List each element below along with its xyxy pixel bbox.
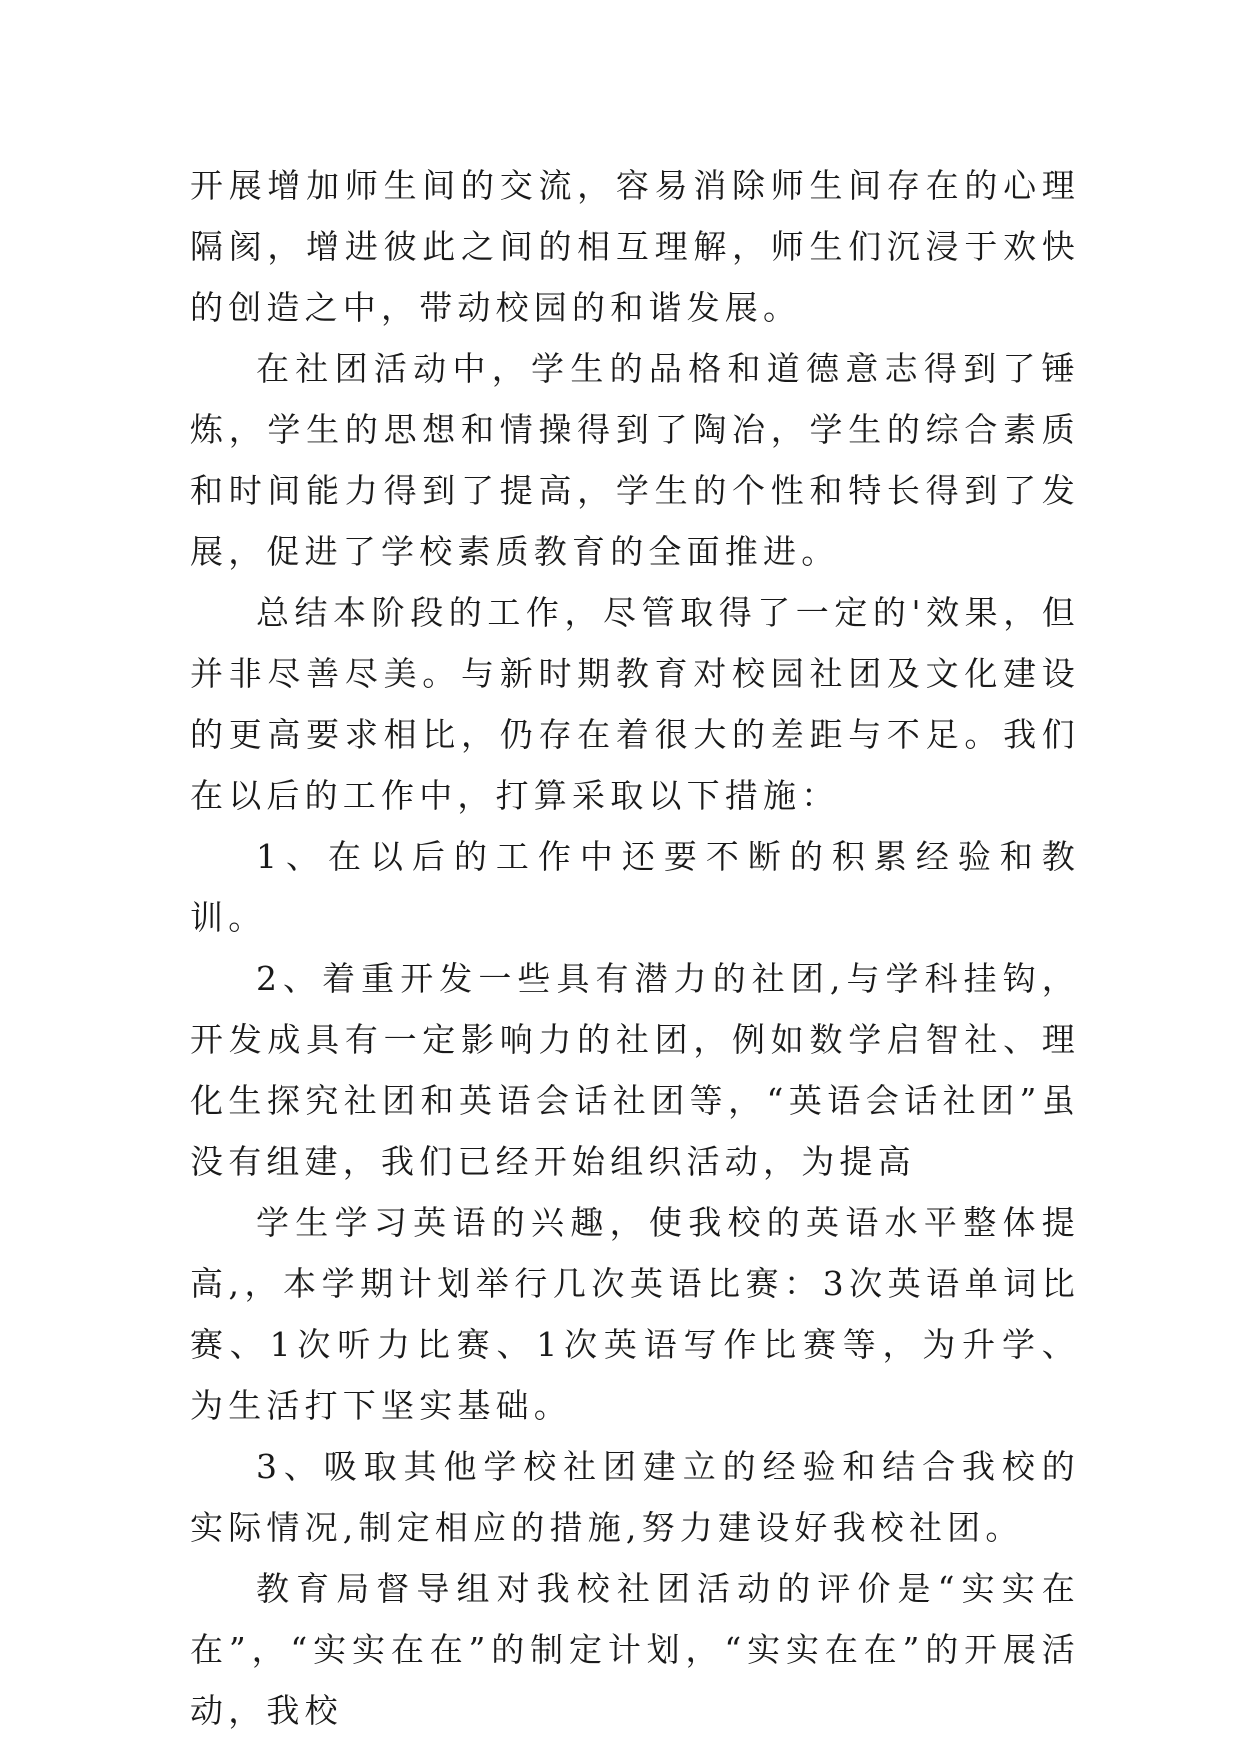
paragraph-summary: 总结本阶段的工作，尽管取得了一定的'效果，但并非尽善尽美。与新时期教育对校园社团及文化建设的更高要求相比，仍存在着很大的差距与不足。我们在以后的工作中，打算采取以下措施： [190, 593, 1080, 815]
paragraph-club-benefits: 在社团活动中，学生的品格和道德意志得到了锤炼，学生的思想和情操得到了陶冶，学生的综合素质和时间能力得到了提高，学生的个性和特长得到了发展，促进了学校素质教育的全面推进。 [190, 349, 1080, 571]
list-item-measure-1: 1、在以后的工作中还要不断的积累经验和教训。 [190, 837, 1080, 937]
paragraph-teacher-student-exchange: 开展增加师生间的交流，容易消除师生间存在的心理隔阂，增进彼此之间的相互理解，师生们沉浸于欢快的创造之中，带动校园的和谐发展。 [190, 166, 1080, 327]
list-item-measure-2: 2、着重开发一些具有潜力的社团,与学科挂钩，开发成具有一定影响力的社团，例如数学启智社、理化生探究社团和英语会话社团等，“英语会话社团”虽没有组建，我们已经开始组织活动，为提高 [190, 959, 1080, 1181]
paragraph-english-interest: 学生学习英语的兴趣，使我校的英语水平整体提高,，本学期计划举行几次英语比赛：3次英语单词比赛、1次听力比赛、1次英语写作比赛等，为升学、为生活打下坚实基础。 [190, 1203, 1080, 1425]
list-item-measure-3: 3、吸取其他学校社团建立的经验和结合我校的实际情况,制定相应的措施,努力建设好我校社团。 [190, 1447, 1080, 1547]
document-body [190, 155, 1080, 1741]
paragraph-evaluation: 教育局督导组对我校社团活动的评价是“实实在在”，“实实在在”的制定计划，“实实在在”的开展活动，我校 [190, 1569, 1080, 1730]
